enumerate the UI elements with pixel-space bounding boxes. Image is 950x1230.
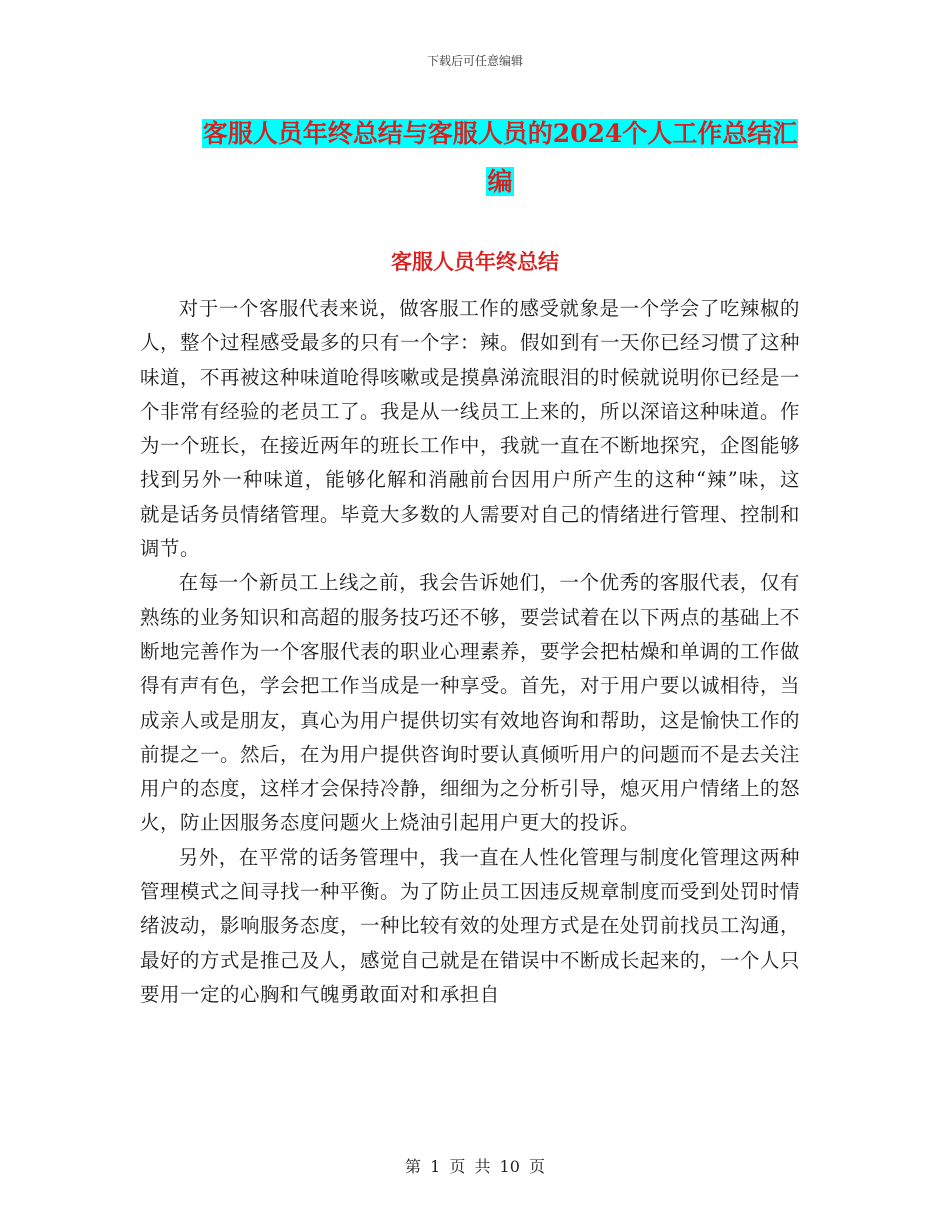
- document-title-line-2: 编: [487, 167, 513, 196]
- paragraph-3: 另外，在平常的话务管理中，我一直在人性化管理与制度化管理这两种管理模式之间寻找一种平衡。为了防止员工因违反规章制度而受到处罚时情绪波动，影响服务态度，一种比较有效的处理方式是在处罚前找员工沟通，最好的方式是推己及人，感觉自己就是在错误中不断成长起来的，一个人只要用一定的心胸和气魄勇敢面对和承担自: [140, 845, 800, 1006]
- document-body: [140, 292, 800, 1012]
- document-title-line-1: 客服人员年终总结与客服人员的2024个人工作总结汇: [202, 119, 798, 148]
- page-header-note: 下载后可任意编辑: [426, 54, 523, 68]
- page-number-footer: 第 1 页 共 10 页: [405, 1157, 545, 1176]
- paragraph-2: 在每一个新员工上线之前，我会告诉她们，一个优秀的客服代表，仅有熟练的业务知识和高超的服务技巧还不够，要尝试着在以下两点的基础上不断地完善作为一个客服代表的职业心理素养，要学会把枯燥和单调的工作做得有声有色，学会把工作当成是一种享受。首先，对于用户要以诚相待，当成亲人或是朋友，真心为用户提供切实有效地咨询和帮助，这是愉快工作的前提之一。然后，在为用户提供咨询时要认真倾听用户的问题而不是去关注用户的态度，这样才会保持冷静，细细为之分析引导，熄灭用户情绪上的怒火，防止因服务态度问题火上烧油引起用户更大的投诉。: [140, 571, 800, 835]
- paragraph-1: 对于一个客服代表来说，做客服工作的感受就象是一个学会了吃辣椒的人，整个过程感受最多的只有一个字：辣。假如到有一天你已经习惯了这种味道，不再被这种味道呛得咳嗽或是摸鼻涕流眼泪的时候就说明你已经是一个非常有经验的老员工了。我是从一线员工上来的，所以深谙这种味道。作为一个班长，在接近两年的班长工作中，我就一直在不断地探究，企图能够找到另外一种味道，能够化解和消融前台因用户所产生的这种“辣”味，这就是话务员情绪管理。毕竟大多数的人需要对自己的情绪进行管理、控制和调节。: [140, 297, 800, 561]
- document-title: [150, 110, 850, 206]
- section-title: 客服人员年终总结: [391, 249, 559, 274]
